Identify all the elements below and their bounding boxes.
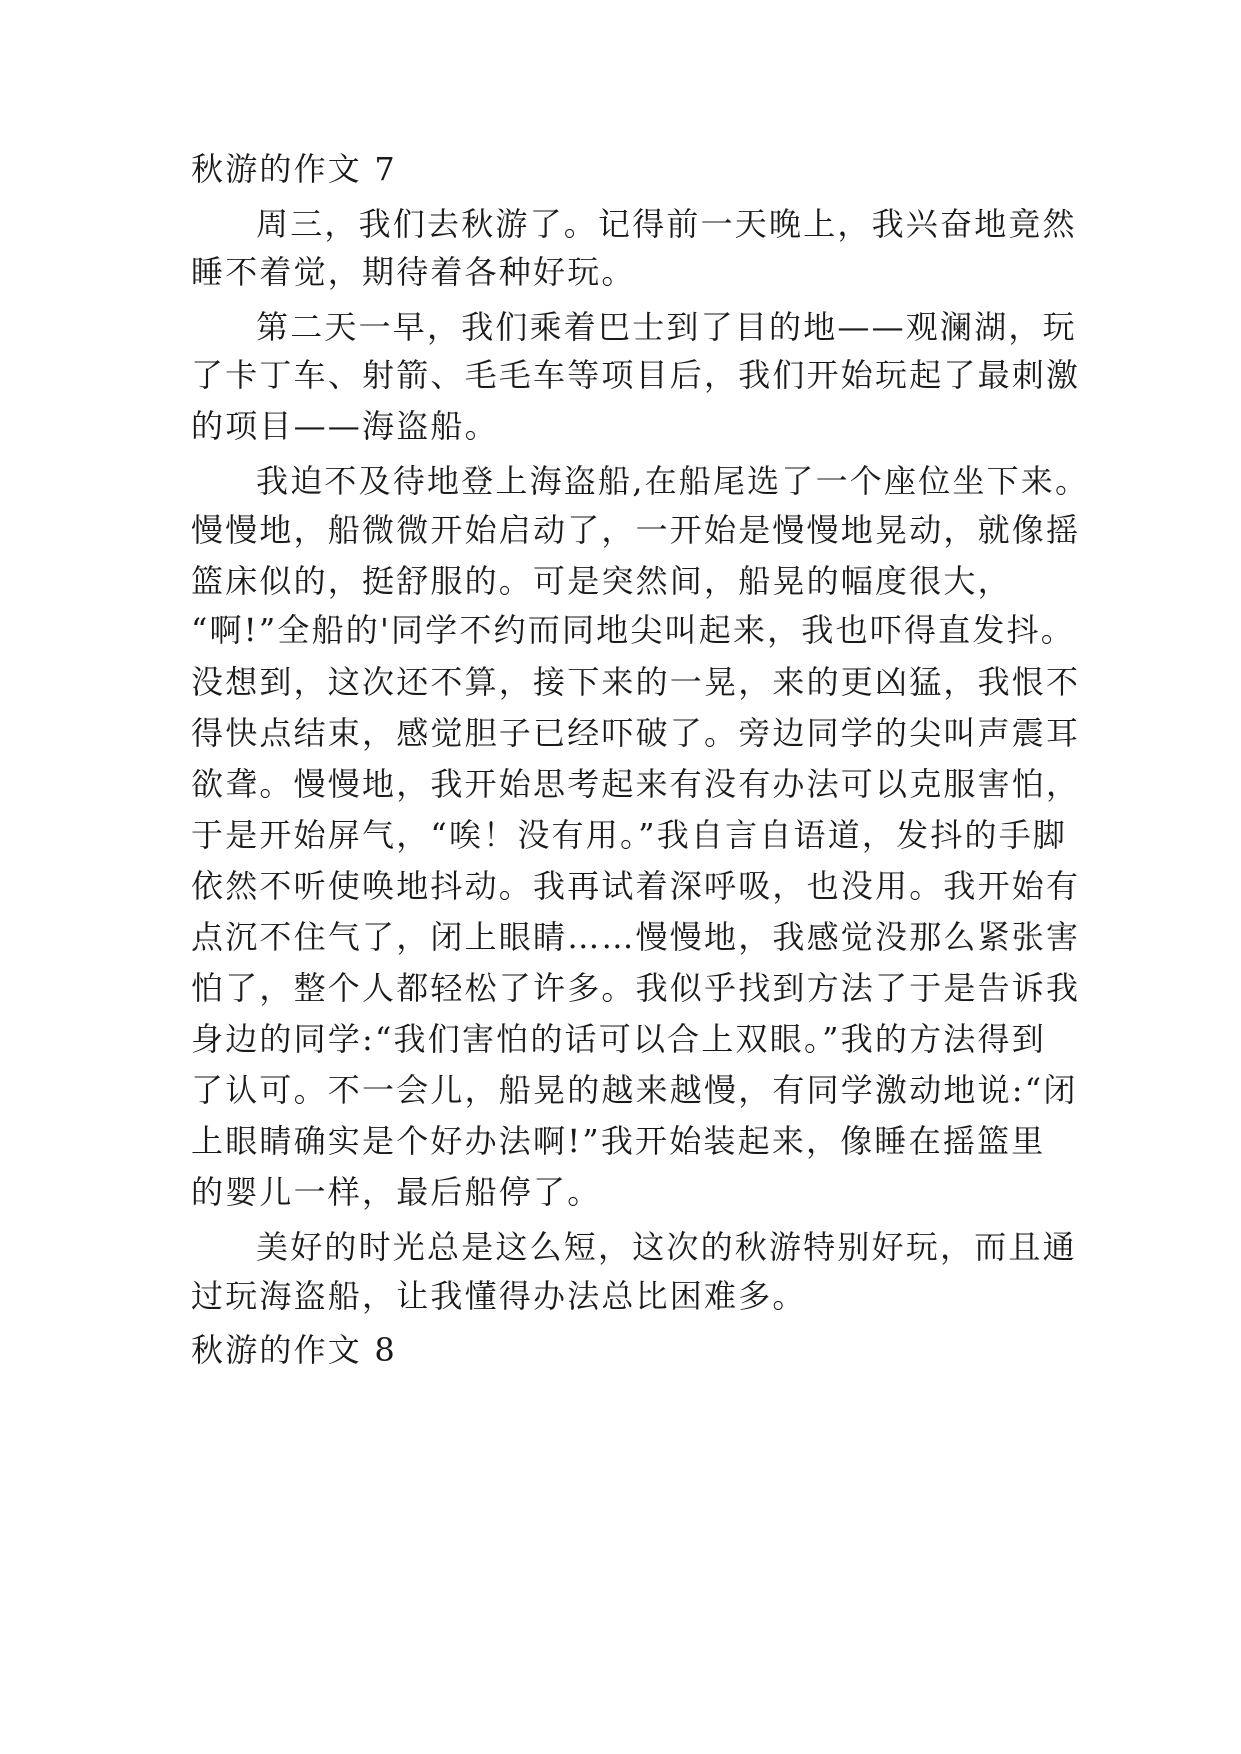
paragraph-line: 点沉不住气了，闭上眼睛……慢慢地，我感觉没那么紧张害 — [191, 918, 1081, 956]
essay-title-8: 秋游的作文 8 — [191, 1331, 397, 1369]
essay-title-7: 秋游的作文 7 — [191, 150, 397, 188]
paragraph-line: 没想到，这次还不算，接下来的一晃，来的更凶猛，我恨不 — [191, 663, 1081, 701]
paragraph-line: 篮床似的，挺舒服的。可是突然间，船晃的幅度很大， — [191, 562, 1012, 600]
paragraph-line: “啊!”全船的'同学不约而同地尖叫起来，我也吓得直发抖。 — [191, 611, 1075, 649]
paragraph-line: 睡不着觉，期待着各种好玩。 — [191, 253, 636, 291]
paragraph-line: 慢慢地，船微微开始启动了，一开始是慢慢地晃动，就像摇 — [191, 511, 1081, 549]
paragraph-line: 身边的同学:“我们害怕的话可以合上双眼。”我的方法得到 — [191, 1020, 1046, 1058]
paragraph-line: 的项目——海盗船。 — [191, 407, 499, 445]
paragraph-line: 于是开始屏气，“唉！没有用。”我自言自语道，发抖的手脚 — [191, 816, 1068, 854]
paragraph-line: 我迫不及待地登上海盗船,在船尾选了一个座位坐下来。 — [256, 462, 1090, 500]
paragraph-line: 了卡丁车、射箭、毛毛车等项目后，我们开始玩起了最刺激 — [191, 356, 1081, 394]
paragraph-line: 美好的时光总是这么短，这次的秋游特别好玩，而且通 — [256, 1228, 1077, 1266]
paragraph-line: 得快点结束，感觉胆子已经吓破了。旁边同学的尖叫声震耳 — [191, 714, 1081, 752]
paragraph-line: 过玩海盗船，让我懂得办法总比困难多。 — [191, 1277, 807, 1315]
paragraph-line: 怕了，整个人都轻松了许多。我似乎找到方法了于是告诉我 — [191, 969, 1081, 1007]
paragraph-line: 的婴儿一样，最后船停了。 — [191, 1173, 602, 1211]
paragraph-line: 上眼睛确实是个好办法啊!”我开始装起来，像睡在摇篮里 — [191, 1122, 1046, 1160]
paragraph-line: 了认可。不一会儿，船晃的越来越慢，有同学激动地说:“闭 — [191, 1071, 1078, 1109]
paragraph-line: 周三，我们去秋游了。记得前一天晚上，我兴奋地竟然 — [256, 205, 1077, 243]
paragraph-line: 欲聋。慢慢地，我开始思考起来有没有办法可以克服害怕， — [191, 765, 1081, 803]
paragraph-line: 依然不听使唤地抖动。我再试着深呼吸，也没用。我开始有 — [191, 867, 1081, 905]
paragraph-line: 第二天一早，我们乘着巴士到了目的地——观澜湖，玩 — [256, 308, 1077, 346]
